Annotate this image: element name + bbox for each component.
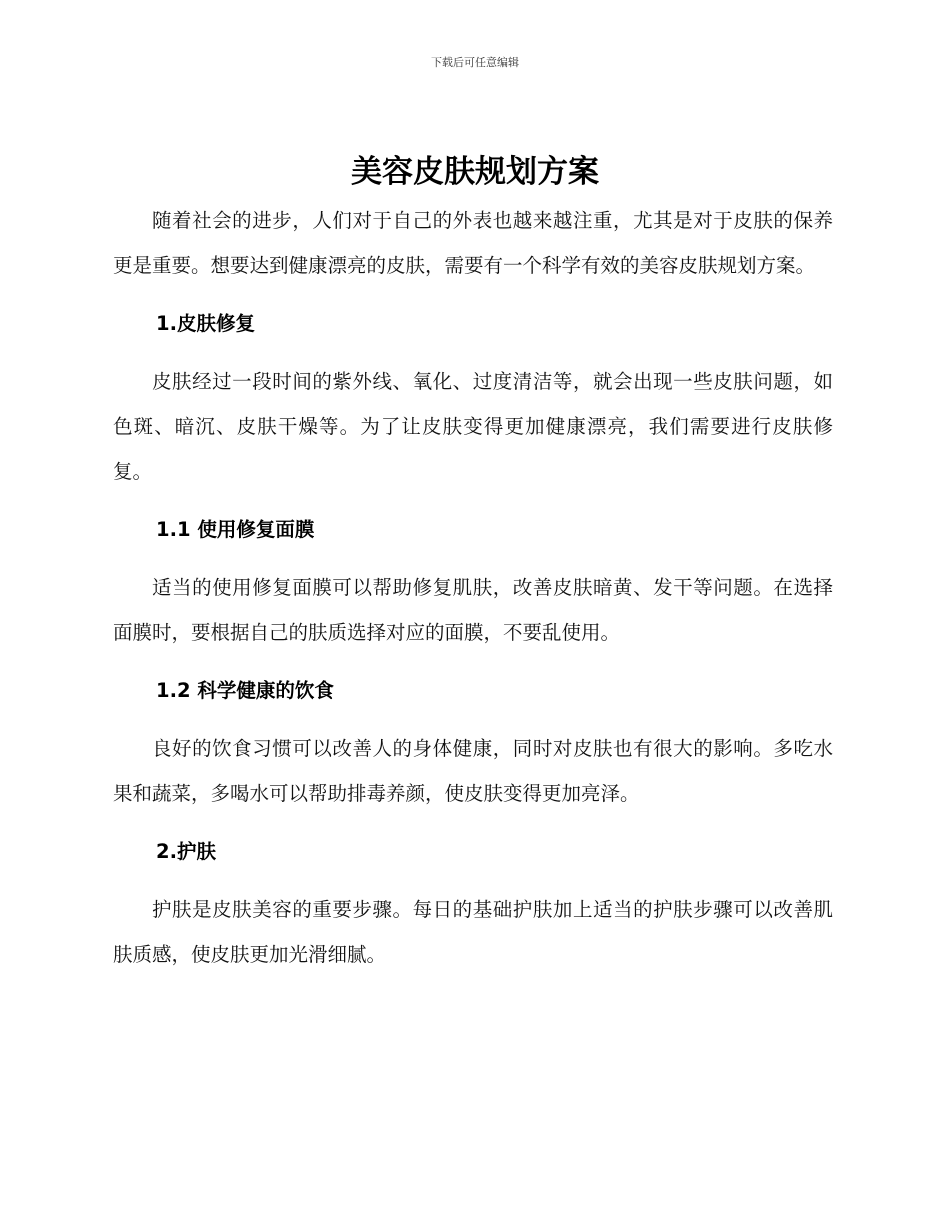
section-heading-skin-repair: 1.皮肤修复 <box>156 312 255 335</box>
section-heading-repair-mask: 1.1 使用修复面膜 <box>156 518 315 541</box>
section-heading-skincare: 2.护肤 <box>156 840 216 863</box>
section-text-skin-repair: 皮肤经过一段时间的紫外线、氧化、过度清洁等，就会出现一些皮肤问题，如色斑、暗沉、皮肤干燥等。为了让皮肤变得更加健康漂亮，我们需要进行皮肤修复。 <box>113 370 833 483</box>
document-body <box>113 198 833 977</box>
header-note: 下载后可任意编辑 <box>431 56 519 69</box>
document-title: 美容皮肤规划方案 <box>351 154 599 190</box>
section-text-skincare: 护肤是皮肤美容的重要步骤。每日的基础护肤加上适当的护肤步骤可以改善肌肤质感，使皮肤更加光滑细腻。 <box>113 898 833 966</box>
section-text-repair-mask: 适当的使用修复面膜可以帮助修复肌肤，改善皮肤暗黄、发干等问题。在选择面膜时，要根据自己的肤质选择对应的面膜，不要乱使用。 <box>113 576 833 644</box>
intro-paragraph: 随着社会的进步，人们对于自己的外表也越来越注重，尤其是对于皮肤的保养更是重要。想要达到健康漂亮的皮肤，需要有一个科学有效的美容皮肤规划方案。 <box>113 209 833 277</box>
section-heading-healthy-diet: 1.2 科学健康的饮食 <box>156 679 334 702</box>
section-text-healthy-diet: 良好的饮食习惯可以改善人的身体健康，同时对皮肤也有很大的影响。多吃水果和蔬菜，多喝水可以帮助排毒养颜，使皮肤变得更加亮泽。 <box>113 737 833 805</box>
